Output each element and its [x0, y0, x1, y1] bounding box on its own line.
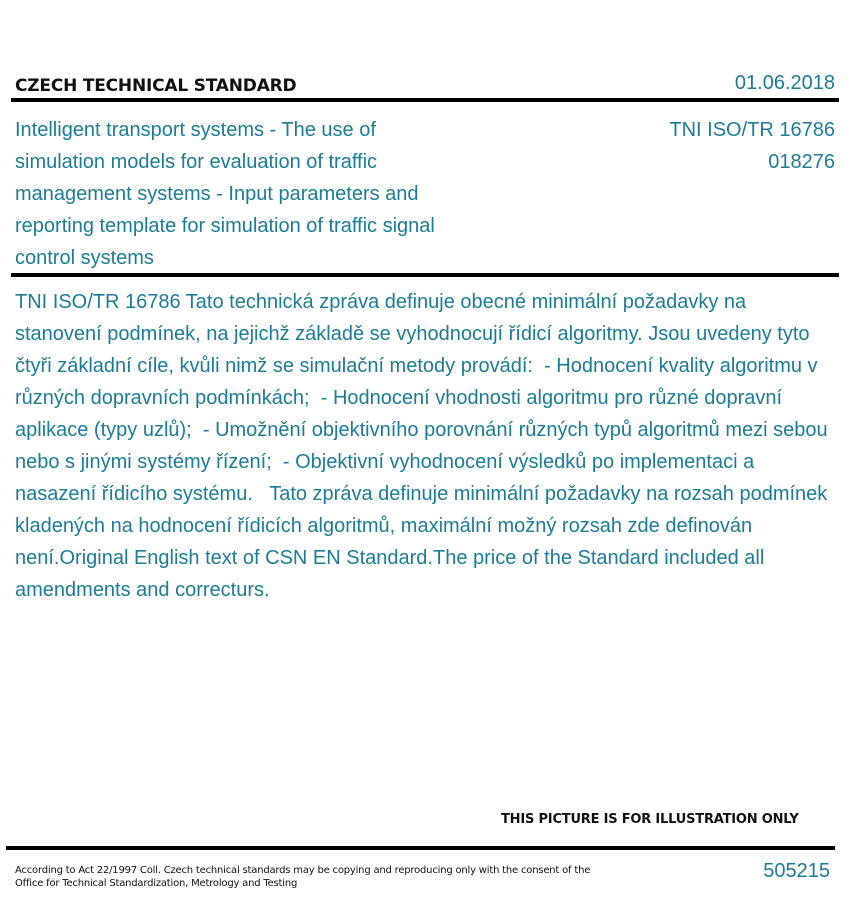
legal-notice: According to Act 22/1997 Coll. Czech technical standards may be copying and reproducing only with the consent of the Office for Technical Standardization, Metrology and Testing [15, 865, 591, 889]
standard-annotation: TNI ISO/TR 16786 Tato technická zpráva definuje obecné minimální požadavky na stanovení podmínek, na jejichž základě se vyhodnocují řídicí algoritmy. Jsou uvedeny tyto čtyři základní cíle, kvůli nimž se simulační metody provádí: - Hodnocení kvality algoritmu v různých dopravních podmínkách; - Hodnocení vhodnosti algoritmu pro různé dopravní aplikace (typy uzlů); - Umožnění objektivního porovnání různých typů algoritmů mezi sebou nebo s jinými systémy řízení; - Objektivní vyhodnocení výsledků po implementaci a nasazení řídicího systému. Tato zpráva definuje minimální požadavky na rozsah podmínek kladených na hodnocení řídicích algoritmů, maximální možný rozsah zde definován není.Original English text of CSN EN Standard.The price of the Standard included all amendments and correcturs. [15, 291, 834, 601]
document-type-heading: CZECH TECHNICAL STANDARD [15, 76, 297, 96]
standard-title: Intelligent transport systems - The use of simulation models for evaluation of traffic management systems - Input parameters and reporting template for simulation of traffic signal control systems [15, 119, 435, 269]
standard-code: TNI ISO/TR 16786 [669, 119, 835, 141]
catalog-number: 505215 [763, 860, 830, 882]
publication-date: 01.06.2018 [734, 72, 835, 94]
footer-divider [6, 846, 835, 850]
header-divider [11, 98, 839, 102]
illustration-note: THIS PICTURE IS FOR ILLUSTRATION ONLY [501, 812, 799, 827]
standard-identifiers [669, 114, 835, 178]
standard-number: 018276 [768, 151, 835, 173]
title-divider [11, 273, 839, 277]
